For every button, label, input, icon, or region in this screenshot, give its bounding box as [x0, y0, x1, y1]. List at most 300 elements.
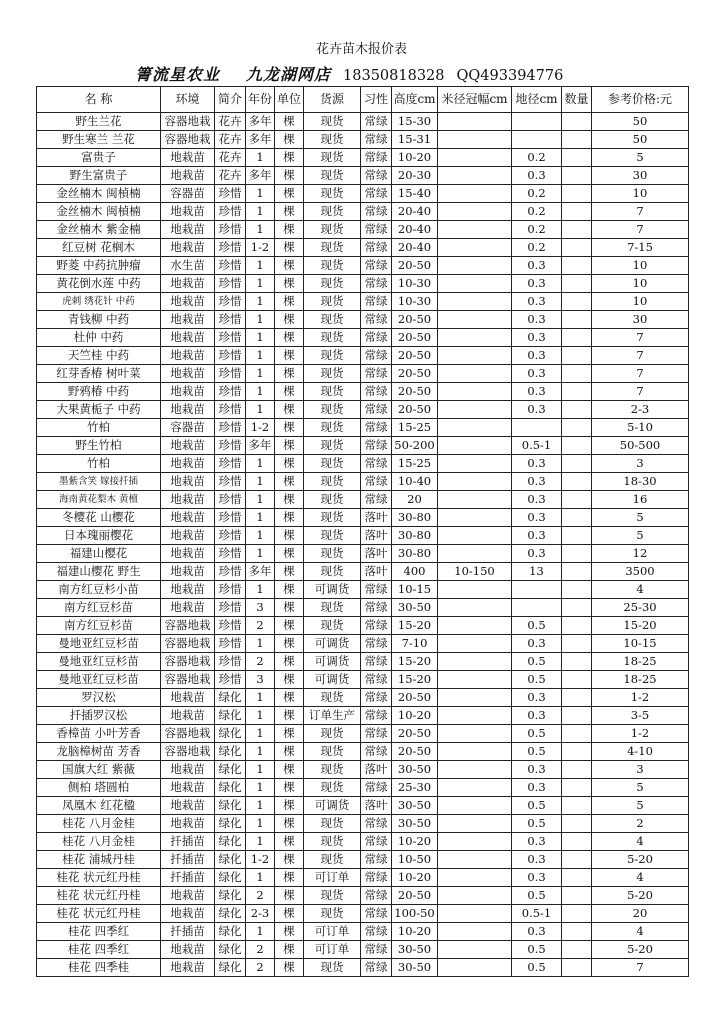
cell-year: 1	[246, 779, 275, 797]
cell-quantity	[562, 239, 592, 257]
cell-price: 3	[592, 761, 689, 779]
cell-quantity	[562, 185, 592, 203]
cell-intro: 珍惜	[215, 203, 246, 221]
cell-unit: 棵	[275, 581, 304, 599]
table-row	[37, 239, 689, 257]
table-row	[37, 797, 689, 815]
cell-height: 15-20	[392, 671, 438, 689]
cell-intro: 珍惜	[215, 419, 246, 437]
header-name: 名 称	[37, 87, 161, 113]
cell-year: 2	[246, 653, 275, 671]
cell-unit: 棵	[275, 635, 304, 653]
cell-unit: 棵	[275, 761, 304, 779]
cell-height: 15-31	[392, 131, 438, 149]
cell-price: 50	[592, 131, 689, 149]
cell-environment: 容器苗	[161, 419, 215, 437]
cell-name: 虎刺 绣花针 中药	[37, 293, 161, 311]
cell-diameter: 0.3	[512, 365, 562, 383]
cell-price: 4	[592, 833, 689, 851]
cell-price: 3500	[592, 563, 689, 581]
cell-diameter	[512, 599, 562, 617]
cell-name: 罗汉松	[37, 689, 161, 707]
cell-environment: 地栽苗	[161, 401, 215, 419]
cell-environment: 容器地栽	[161, 671, 215, 689]
cell-habit: 常绿	[361, 923, 392, 941]
cell-intro: 珍惜	[215, 347, 246, 365]
cell-intro: 珍惜	[215, 311, 246, 329]
cell-source: 现货	[304, 149, 361, 167]
cell-price: 5	[592, 149, 689, 167]
cell-name: 红豆树 花榈木	[37, 239, 161, 257]
cell-diameter: 0.3	[512, 491, 562, 509]
cell-diameter	[512, 113, 562, 131]
cell-name: 金丝楠木 闽楨楠	[37, 203, 161, 221]
cell-intro: 绿化	[215, 779, 246, 797]
cell-diameter: 0.5	[512, 959, 562, 977]
cell-quantity	[562, 671, 592, 689]
cell-habit: 常绿	[361, 203, 392, 221]
cell-quantity	[562, 401, 592, 419]
table-row	[37, 725, 689, 743]
cell-name: 桂花 浦城丹桂	[37, 851, 161, 869]
cell-source: 现货	[304, 113, 361, 131]
cell-height: 20-50	[392, 347, 438, 365]
cell-crown	[438, 815, 512, 833]
cell-source: 现货	[304, 221, 361, 239]
cell-unit: 棵	[275, 167, 304, 185]
cell-source: 现货	[304, 779, 361, 797]
cell-price: 20	[592, 905, 689, 923]
table-row	[37, 437, 689, 455]
cell-height: 10-20	[392, 707, 438, 725]
cell-name: 福建山樱花 野生	[37, 563, 161, 581]
cell-environment: 地栽苗	[161, 545, 215, 563]
cell-quantity	[562, 599, 592, 617]
cell-diameter: 0.2	[512, 149, 562, 167]
cell-habit: 常绿	[361, 383, 392, 401]
table-row	[37, 131, 689, 149]
cell-price: 25-30	[592, 599, 689, 617]
cell-source: 现货	[304, 617, 361, 635]
cell-year: 3	[246, 599, 275, 617]
cell-quantity	[562, 833, 592, 851]
cell-year: 1	[246, 725, 275, 743]
cell-year: 1	[246, 833, 275, 851]
cell-diameter: 0.2	[512, 203, 562, 221]
cell-habit: 常绿	[361, 581, 392, 599]
cell-crown	[438, 509, 512, 527]
cell-source: 现货	[304, 275, 361, 293]
cell-environment: 地栽苗	[161, 455, 215, 473]
cell-year: 1	[246, 635, 275, 653]
cell-intro: 花卉	[215, 131, 246, 149]
cell-quantity	[562, 509, 592, 527]
cell-habit: 常绿	[361, 941, 392, 959]
cell-year: 1	[246, 689, 275, 707]
cell-quantity	[562, 527, 592, 545]
price-table	[36, 86, 689, 977]
cell-intro: 绿化	[215, 941, 246, 959]
cell-crown	[438, 491, 512, 509]
cell-price: 12	[592, 545, 689, 563]
cell-crown	[438, 671, 512, 689]
cell-environment: 容器地栽	[161, 743, 215, 761]
cell-diameter: 0.3	[512, 635, 562, 653]
cell-intro: 绿化	[215, 743, 246, 761]
cell-source: 现货	[304, 203, 361, 221]
cell-crown	[438, 761, 512, 779]
cell-year: 多年	[246, 167, 275, 185]
cell-name: 桂花 四季桂	[37, 959, 161, 977]
cell-diameter: 0.3	[512, 167, 562, 185]
cell-unit: 棵	[275, 689, 304, 707]
cell-quantity	[562, 275, 592, 293]
table-row	[37, 329, 689, 347]
cell-year: 1-2	[246, 239, 275, 257]
cell-name: 国旗大红 紫薇	[37, 761, 161, 779]
header-diameter: 地径cm	[512, 87, 562, 113]
cell-crown	[438, 959, 512, 977]
cell-quantity	[562, 581, 592, 599]
cell-unit: 棵	[275, 347, 304, 365]
table-row	[37, 473, 689, 491]
cell-name: 曼地亚红豆杉苗	[37, 635, 161, 653]
cell-year: 2	[246, 941, 275, 959]
cell-price: 4-10	[592, 743, 689, 761]
cell-year: 3	[246, 671, 275, 689]
cell-height: 400	[392, 563, 438, 581]
cell-diameter: 0.5-1	[512, 905, 562, 923]
header-price: 参考价格:元	[592, 87, 689, 113]
cell-price: 10	[592, 275, 689, 293]
cell-year: 1	[246, 743, 275, 761]
cell-price: 7	[592, 347, 689, 365]
cell-intro: 珍惜	[215, 509, 246, 527]
cell-diameter: 0.5	[512, 815, 562, 833]
cell-habit: 常绿	[361, 617, 392, 635]
cell-height: 20-50	[392, 689, 438, 707]
cell-intro: 绿化	[215, 887, 246, 905]
cell-name: 竹柏	[37, 419, 161, 437]
cell-height: 15-30	[392, 113, 438, 131]
cell-year: 1	[246, 275, 275, 293]
cell-quantity	[562, 491, 592, 509]
cell-crown	[438, 779, 512, 797]
cell-price: 50-500	[592, 437, 689, 455]
cell-diameter: 0.2	[512, 239, 562, 257]
cell-habit: 常绿	[361, 635, 392, 653]
cell-quantity	[562, 113, 592, 131]
cell-quantity	[562, 473, 592, 491]
cell-unit: 棵	[275, 653, 304, 671]
cell-unit: 棵	[275, 329, 304, 347]
cell-diameter: 13	[512, 563, 562, 581]
cell-crown	[438, 455, 512, 473]
cell-price: 3-5	[592, 707, 689, 725]
cell-height: 15-20	[392, 653, 438, 671]
cell-diameter: 0.5-1	[512, 437, 562, 455]
cell-environment: 水生苗	[161, 257, 215, 275]
cell-habit: 常绿	[361, 329, 392, 347]
cell-year: 1	[246, 203, 275, 221]
cell-height: 30-50	[392, 797, 438, 815]
cell-intro: 珍惜	[215, 185, 246, 203]
cell-crown	[438, 275, 512, 293]
cell-habit: 常绿	[361, 455, 392, 473]
cell-environment: 地栽苗	[161, 383, 215, 401]
cell-diameter: 0.5	[512, 797, 562, 815]
cell-unit: 棵	[275, 815, 304, 833]
cell-quantity	[562, 653, 592, 671]
cell-diameter	[512, 131, 562, 149]
cell-height: 10-15	[392, 581, 438, 599]
cell-year: 1	[246, 545, 275, 563]
cell-quantity	[562, 437, 592, 455]
cell-environment: 地栽苗	[161, 473, 215, 491]
cell-environment: 地栽苗	[161, 761, 215, 779]
table-row	[37, 293, 689, 311]
cell-intro: 绿化	[215, 905, 246, 923]
cell-diameter: 0.3	[512, 347, 562, 365]
cell-quantity	[562, 419, 592, 437]
cell-year: 多年	[246, 437, 275, 455]
cell-habit: 常绿	[361, 491, 392, 509]
cell-habit: 常绿	[361, 221, 392, 239]
cell-year: 1	[246, 383, 275, 401]
cell-crown	[438, 365, 512, 383]
cell-diameter: 0.3	[512, 869, 562, 887]
cell-name: 金丝楠木 紫金楠	[37, 221, 161, 239]
cell-height: 7-10	[392, 635, 438, 653]
table-row	[37, 221, 689, 239]
cell-habit: 常绿	[361, 473, 392, 491]
cell-source: 现货	[304, 959, 361, 977]
cell-height: 20	[392, 491, 438, 509]
cell-crown	[438, 293, 512, 311]
cell-source: 现货	[304, 131, 361, 149]
cell-year: 1-2	[246, 851, 275, 869]
cell-name: 野鸦椿 中药	[37, 383, 161, 401]
cell-height: 20-50	[392, 329, 438, 347]
cell-quantity	[562, 689, 592, 707]
cell-intro: 绿化	[215, 851, 246, 869]
cell-crown	[438, 581, 512, 599]
cell-intro: 绿化	[215, 815, 246, 833]
cell-year: 2	[246, 887, 275, 905]
cell-unit: 棵	[275, 887, 304, 905]
cell-height: 20-50	[392, 365, 438, 383]
cell-name: 桂花 四季红	[37, 923, 161, 941]
cell-year: 1	[246, 311, 275, 329]
cell-intro: 绿化	[215, 689, 246, 707]
cell-diameter: 0.3	[512, 329, 562, 347]
cell-source: 现货	[304, 725, 361, 743]
cell-source: 现货	[304, 563, 361, 581]
cell-diameter: 0.3	[512, 455, 562, 473]
cell-source: 可调货	[304, 797, 361, 815]
cell-unit: 棵	[275, 671, 304, 689]
table-row	[37, 959, 689, 977]
cell-name: 桂花 状元红丹桂	[37, 869, 161, 887]
cell-year: 1	[246, 149, 275, 167]
cell-quantity	[562, 329, 592, 347]
cell-height: 10-30	[392, 275, 438, 293]
cell-name: 南方红豆杉苗	[37, 599, 161, 617]
cell-source: 现货	[304, 887, 361, 905]
cell-habit: 落叶	[361, 545, 392, 563]
cell-crown	[438, 149, 512, 167]
cell-unit: 棵	[275, 851, 304, 869]
cell-price: 5-20	[592, 941, 689, 959]
cell-source: 现货	[304, 311, 361, 329]
cell-diameter	[512, 419, 562, 437]
cell-quantity	[562, 869, 592, 887]
cell-quantity	[562, 383, 592, 401]
cell-year: 1	[246, 707, 275, 725]
cell-crown	[438, 851, 512, 869]
cell-crown	[438, 617, 512, 635]
cell-environment: 地栽苗	[161, 797, 215, 815]
table-header-row	[37, 87, 689, 113]
table-row	[37, 347, 689, 365]
cell-environment: 容器地栽	[161, 113, 215, 131]
cell-crown	[438, 113, 512, 131]
cell-crown	[438, 131, 512, 149]
cell-environment: 地栽苗	[161, 959, 215, 977]
cell-environment: 地栽苗	[161, 293, 215, 311]
cell-environment: 地栽苗	[161, 221, 215, 239]
header-environment: 环境	[161, 87, 215, 113]
cell-name: 黄花倒水莲 中药	[37, 275, 161, 293]
table-row	[37, 941, 689, 959]
cell-name: 曼地亚红豆杉苗	[37, 671, 161, 689]
cell-quantity	[562, 851, 592, 869]
cell-diameter: 0.3	[512, 473, 562, 491]
cell-environment: 容器地栽	[161, 653, 215, 671]
cell-habit: 常绿	[361, 347, 392, 365]
cell-habit: 常绿	[361, 275, 392, 293]
header-quantity: 数量	[562, 87, 592, 113]
header-habit: 习性	[361, 87, 392, 113]
cell-price: 50	[592, 113, 689, 131]
cell-crown	[438, 383, 512, 401]
cell-source: 现货	[304, 185, 361, 203]
cell-intro: 珍惜	[215, 581, 246, 599]
cell-source: 可订单	[304, 941, 361, 959]
cell-quantity	[562, 743, 592, 761]
cell-source: 现货	[304, 437, 361, 455]
cell-source: 现货	[304, 743, 361, 761]
cell-diameter: 0.3	[512, 383, 562, 401]
cell-year: 多年	[246, 563, 275, 581]
header-intro: 简介	[215, 87, 246, 113]
cell-name: 海南黄花梨木 黄檀	[37, 491, 161, 509]
cell-unit: 棵	[275, 113, 304, 131]
cell-environment: 容器地栽	[161, 635, 215, 653]
cell-source: 现货	[304, 761, 361, 779]
cell-crown	[438, 221, 512, 239]
cell-unit: 棵	[275, 959, 304, 977]
cell-intro: 珍惜	[215, 455, 246, 473]
cell-unit: 棵	[275, 797, 304, 815]
cell-quantity	[562, 887, 592, 905]
cell-environment: 容器苗	[161, 185, 215, 203]
cell-source: 现货	[304, 509, 361, 527]
cell-height: 100-50	[392, 905, 438, 923]
table-row	[37, 653, 689, 671]
cell-height: 20-50	[392, 887, 438, 905]
cell-height: 20-40	[392, 203, 438, 221]
cell-price: 7	[592, 383, 689, 401]
cell-quantity	[562, 761, 592, 779]
table-row	[37, 851, 689, 869]
table-row	[37, 545, 689, 563]
cell-environment: 地栽苗	[161, 347, 215, 365]
cell-intro: 绿化	[215, 869, 246, 887]
cell-name: 南方红豆杉小苗	[37, 581, 161, 599]
cell-year: 1-2	[246, 419, 275, 437]
cell-source: 现货	[304, 491, 361, 509]
cell-height: 10-50	[392, 851, 438, 869]
cell-name: 野生兰花	[37, 113, 161, 131]
cell-quantity	[562, 347, 592, 365]
cell-source: 现货	[304, 851, 361, 869]
cell-environment: 地栽苗	[161, 527, 215, 545]
cell-price: 30	[592, 167, 689, 185]
cell-height: 15-20	[392, 617, 438, 635]
cell-year: 2	[246, 617, 275, 635]
cell-crown	[438, 653, 512, 671]
cell-source: 现货	[304, 455, 361, 473]
cell-habit: 常绿	[361, 293, 392, 311]
cell-environment: 地栽苗	[161, 311, 215, 329]
header-crown: 米径冠幅cm	[438, 87, 512, 113]
cell-quantity	[562, 617, 592, 635]
cell-crown	[438, 941, 512, 959]
cell-unit: 棵	[275, 869, 304, 887]
cell-habit: 常绿	[361, 599, 392, 617]
cell-environment: 扦插苗	[161, 923, 215, 941]
cell-intro: 珍惜	[215, 653, 246, 671]
cell-crown	[438, 527, 512, 545]
cell-quantity	[562, 923, 592, 941]
cell-environment: 容器地栽	[161, 617, 215, 635]
cell-price: 1-2	[592, 725, 689, 743]
cell-height: 30-80	[392, 527, 438, 545]
cell-intro: 珍惜	[215, 545, 246, 563]
cell-unit: 棵	[275, 707, 304, 725]
cell-quantity	[562, 941, 592, 959]
cell-intro: 珍惜	[215, 437, 246, 455]
cell-crown	[438, 419, 512, 437]
cell-unit: 棵	[275, 131, 304, 149]
cell-name: 青钱柳 中药	[37, 311, 161, 329]
cell-quantity	[562, 221, 592, 239]
table-row	[37, 401, 689, 419]
cell-height: 30-50	[392, 761, 438, 779]
cell-price: 15-20	[592, 617, 689, 635]
cell-height: 30-80	[392, 509, 438, 527]
cell-intro: 珍惜	[215, 365, 246, 383]
cell-intro: 珍惜	[215, 257, 246, 275]
cell-quantity	[562, 203, 592, 221]
cell-intro: 绿化	[215, 923, 246, 941]
cell-environment: 地栽苗	[161, 275, 215, 293]
table-row	[37, 635, 689, 653]
cell-quantity	[562, 365, 592, 383]
cell-diameter: 0.3	[512, 923, 562, 941]
cell-habit: 常绿	[361, 959, 392, 977]
